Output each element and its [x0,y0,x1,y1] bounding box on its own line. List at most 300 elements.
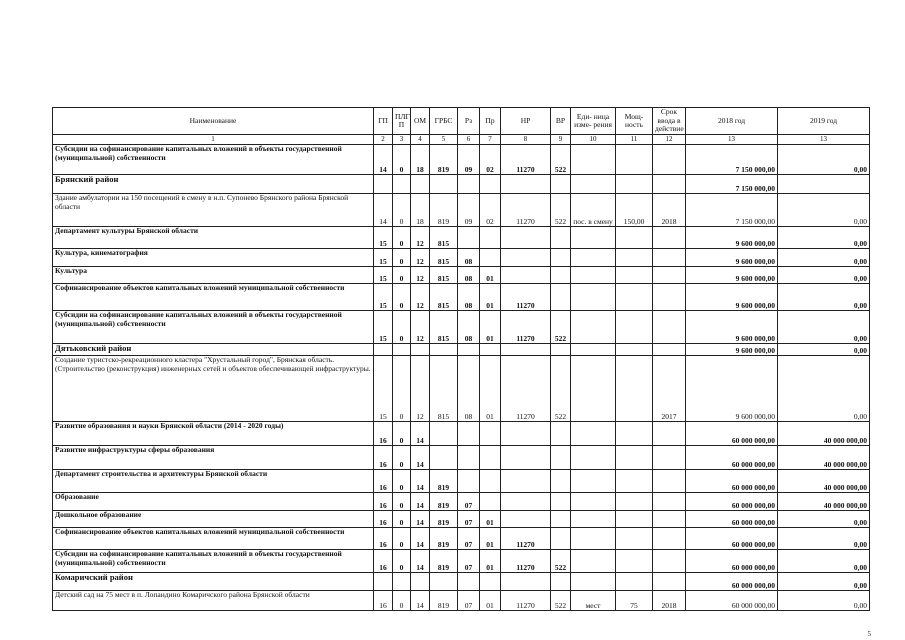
rz-cell [458,227,480,249]
amount-2019-cell: 40 000 000,00 [778,446,870,470]
pgp-cell [393,573,411,591]
unit-cell [571,528,616,550]
grbs-cell: 815 [430,267,458,284]
rz-cell: 07 [458,591,480,611]
nr-cell [501,249,551,267]
unit-cell [571,446,616,470]
amount-2018-cell: 60 000 000,00 [686,550,778,573]
capacity-cell [616,511,653,528]
grbs-cell: 819 [430,528,458,550]
header-capacity: Мощ- ность [616,108,653,135]
nr-cell [501,493,551,511]
unit-cell [571,493,616,511]
pr-cell: 01 [480,550,501,573]
grbs-cell [430,573,458,591]
table-row [53,493,870,511]
pr-cell [480,344,501,356]
table-row [53,356,870,422]
amount-2018-cell: 9 600 000,00 [686,227,778,249]
capacity-cell [616,284,653,311]
row-name: Софинансирование объектов капитальных вложений муниципальной собственности [53,528,374,550]
term-cell [653,249,686,267]
row-name: Дятьковский район [53,344,374,356]
vr-cell [551,344,571,356]
capacity-cell [616,311,653,344]
unit-cell [571,145,616,175]
pgp-cell: 0 [393,591,411,611]
grbs-cell: 819 [430,145,458,175]
unit-cell [571,470,616,493]
nr-cell [501,422,551,446]
amount-2018-cell: 60 000 000,00 [686,446,778,470]
grbs-cell: 819 [430,511,458,528]
nr-cell: 11270 [501,145,551,175]
gp-cell: 16 [374,493,393,511]
capacity-cell [616,422,653,446]
vr-cell: 522 [551,550,571,573]
capacity-cell [616,227,653,249]
gp-cell: 15 [374,227,393,249]
row-name: Субсидии на софинансирование капитальных вложений в объекты государственной (муниципальной) собственности [53,145,374,175]
om-cell: 18 [411,145,430,175]
amount-2018-cell: 9 600 000,00 [686,284,778,311]
column-number: 12 [653,135,686,145]
rz-cell [458,573,480,591]
pr-cell [480,573,501,591]
rz-cell: 08 [458,249,480,267]
budget-table [52,107,870,611]
unit-cell [571,511,616,528]
gp-cell: 15 [374,267,393,284]
capacity-cell [616,267,653,284]
grbs-cell: 815 [430,249,458,267]
table-row [53,194,870,227]
row-name: Культура, кинематография [53,249,374,267]
amount-2018-cell: 60 000 000,00 [686,493,778,511]
term-cell: 2018 [653,194,686,227]
pgp-cell: 0 [393,446,411,470]
om-cell: 14 [411,422,430,446]
column-number: 5 [430,135,458,145]
amount-2019-cell: 0,00 [778,511,870,528]
table-row [53,591,870,611]
rz-cell [458,175,480,194]
gp-cell: 16 [374,470,393,493]
rz-cell: 09 [458,145,480,175]
nr-cell: 11270 [501,284,551,311]
pgp-cell: 0 [393,227,411,249]
header-rz: Рз [458,108,480,135]
column-number: 7 [480,135,501,145]
gp-cell [374,573,393,591]
pgp-cell: 0 [393,145,411,175]
term-cell [653,145,686,175]
capacity-cell [616,356,653,422]
nr-cell: 11270 [501,550,551,573]
pr-cell [480,470,501,493]
capacity-cell [616,573,653,591]
nr-cell [501,573,551,591]
row-name: Здание амбулатории на 150 посещений в смену в н.п. Супонево Брянского района Брянской области [53,194,374,227]
rz-cell: 08 [458,267,480,284]
vr-cell: 522 [551,356,571,422]
unit-cell [571,573,616,591]
table-row [53,446,870,470]
nr-cell [501,227,551,249]
amount-2019-cell: 0,00 [778,249,870,267]
header-pgp: ПЛГ П [393,108,411,135]
amount-2018-cell: 60 000 000,00 [686,470,778,493]
term-cell: 2017 [653,356,686,422]
amount-2018-cell: 9 600 000,00 [686,311,778,344]
table-row [53,175,870,194]
vr-cell [551,284,571,311]
pgp-cell: 0 [393,356,411,422]
om-cell: 14 [411,446,430,470]
pgp-cell: 0 [393,194,411,227]
amount-2019-cell: 0,00 [778,344,870,356]
capacity-cell [616,446,653,470]
om-cell: 14 [411,528,430,550]
nr-cell: 11270 [501,356,551,422]
pr-cell: 01 [480,511,501,528]
amount-2019-cell: 40 000 000,00 [778,422,870,446]
grbs-cell [430,446,458,470]
vr-cell [551,573,571,591]
amount-2019-cell: 0,00 [778,267,870,284]
om-cell [411,344,430,356]
amount-2019-cell: 0,00 [778,356,870,422]
rz-cell [458,446,480,470]
pr-cell: 01 [480,267,501,284]
pr-cell [480,175,501,194]
pgp-cell: 0 [393,528,411,550]
om-cell: 14 [411,511,430,528]
vr-cell [551,446,571,470]
pr-cell: 01 [480,284,501,311]
pgp-cell: 0 [393,284,411,311]
row-name: Развитие инфраструктуры сферы образования [53,446,374,470]
header-pr: Пр [480,108,501,135]
amount-2018-cell: 9 600 000,00 [686,249,778,267]
om-cell: 14 [411,591,430,611]
om-cell [411,175,430,194]
grbs-cell: 819 [430,550,458,573]
row-name: Софинансирование объектов капитальных вложений муниципальной собственности [53,284,374,311]
nr-cell [501,470,551,493]
om-cell: 14 [411,493,430,511]
header-gp: ГП [374,108,393,135]
amount-2019-cell: 0,00 [778,311,870,344]
gp-cell: 14 [374,194,393,227]
pgp-cell: 0 [393,470,411,493]
gp-cell [374,175,393,194]
header-2018: 2018 год [686,108,778,135]
header-om: ОМ [411,108,430,135]
row-name: Создание туристско-рекреационного кластера "Хрустальный город", Брянская область. (Строительство (реконструкция) инженерных сетей и объектов обеспечивающей инфраструктуры. [53,356,374,422]
pr-cell [480,227,501,249]
table-row [53,249,870,267]
header-name: Наименование [53,108,374,135]
unit-cell [571,422,616,446]
capacity-cell [616,493,653,511]
gp-cell: 16 [374,528,393,550]
table-row [53,267,870,284]
gp-cell: 15 [374,284,393,311]
capacity-cell: 75 [616,591,653,611]
pr-cell: 01 [480,311,501,344]
amount-2018-cell: 60 000 000,00 [686,511,778,528]
vr-cell [551,175,571,194]
term-cell [653,528,686,550]
grbs-cell [430,344,458,356]
rz-cell: 08 [458,284,480,311]
term-cell [653,311,686,344]
capacity-cell [616,528,653,550]
nr-cell: 11270 [501,311,551,344]
gp-cell: 16 [374,550,393,573]
grbs-cell: 819 [430,493,458,511]
rz-cell [458,470,480,493]
vr-cell [551,227,571,249]
unit-cell [571,175,616,194]
amount-2018-cell: 60 000 000,00 [686,573,778,591]
amount-2019-cell: 0,00 [778,591,870,611]
term-cell [653,511,686,528]
row-name: Культура [53,267,374,284]
unit-cell [571,356,616,422]
grbs-cell: 819 [430,591,458,611]
amount-2018-cell: 7 150 000,00 [686,145,778,175]
amount-2018-cell: 9 600 000,00 [686,344,778,356]
pgp-cell: 0 [393,511,411,528]
nr-cell: 11270 [501,528,551,550]
vr-cell: 522 [551,591,571,611]
om-cell: 12 [411,227,430,249]
pr-cell: 01 [480,528,501,550]
table-row [53,145,870,175]
amount-2019-cell: 40 000 000,00 [778,470,870,493]
gp-cell: 16 [374,422,393,446]
pgp-cell: 0 [393,422,411,446]
pgp-cell: 0 [393,267,411,284]
pgp-cell: 0 [393,550,411,573]
rz-cell: 07 [458,511,480,528]
page-number: 5 [867,630,871,638]
row-name: Детский сад на 75 мест в п. Лопандино Комаричского района Брянской области [53,591,374,611]
header-vr: ВР [551,108,571,135]
header-2019: 2019 год [778,108,870,135]
gp-cell: 15 [374,249,393,267]
nr-cell [501,344,551,356]
table-row [53,528,870,550]
header-term: Срок ввода в действие [653,108,686,135]
amount-2018-cell: 60 000 000,00 [686,422,778,446]
rz-cell: 08 [458,311,480,344]
column-number: 10 [571,135,616,145]
column-number: 13 [778,135,870,145]
amount-2019-cell: 40 000 000,00 [778,493,870,511]
pr-cell: 01 [480,356,501,422]
grbs-cell: 815 [430,284,458,311]
vr-cell [551,267,571,284]
amount-2019-cell: 0,00 [778,550,870,573]
column-number: 1 [53,135,374,145]
amount-2018-cell: 9 600 000,00 [686,356,778,422]
capacity-cell [616,344,653,356]
pgp-cell [393,175,411,194]
pr-cell [480,446,501,470]
table-row [53,573,870,591]
header-row [53,108,870,135]
rz-cell [458,344,480,356]
amount-2019-cell: 0,00 [778,573,870,591]
column-number: 2 [374,135,393,145]
rz-cell: 09 [458,194,480,227]
term-cell [653,446,686,470]
gp-cell: 16 [374,591,393,611]
table-row [53,311,870,344]
gp-cell: 14 [374,145,393,175]
gp-cell: 15 [374,311,393,344]
vr-cell [551,511,571,528]
vr-cell [551,422,571,446]
gp-cell: 16 [374,511,393,528]
table-row [53,550,870,573]
capacity-cell: 150,00 [616,194,653,227]
pgp-cell: 0 [393,493,411,511]
row-name: Субсидии на софинансирование капитальных вложений в объекты государственной (муниципальной) собственности [53,311,374,344]
vr-cell [551,493,571,511]
term-cell [653,175,686,194]
unit-cell [571,550,616,573]
term-cell [653,284,686,311]
pr-cell: 02 [480,145,501,175]
table-row [53,227,870,249]
table-row [53,344,870,356]
amount-2019-cell: 0,00 [778,528,870,550]
om-cell [411,573,430,591]
capacity-cell [616,249,653,267]
vr-cell [551,528,571,550]
om-cell: 12 [411,249,430,267]
term-cell [653,344,686,356]
capacity-cell [616,550,653,573]
grbs-cell: 815 [430,311,458,344]
term-cell [653,227,686,249]
gp-cell: 16 [374,446,393,470]
row-name: Дошкольное образование [53,511,374,528]
unit-cell [571,344,616,356]
nr-cell [501,175,551,194]
column-number: 8 [501,135,551,145]
table-row [53,284,870,311]
amount-2018-cell: 9 600 000,00 [686,267,778,284]
nr-cell [501,267,551,284]
pgp-cell: 0 [393,311,411,344]
rz-cell: 07 [458,493,480,511]
unit-cell [571,249,616,267]
om-cell: 12 [411,311,430,344]
pr-cell [480,249,501,267]
table-body [53,145,870,611]
amount-2019-cell: 0,00 [778,145,870,175]
column-number: 4 [411,135,430,145]
row-name: Комаричский район [53,573,374,591]
nr-cell [501,511,551,528]
table-row [53,511,870,528]
om-cell: 12 [411,284,430,311]
om-cell: 14 [411,470,430,493]
term-cell [653,267,686,284]
pr-cell: 01 [480,591,501,611]
nr-cell [501,446,551,470]
amount-2019-cell: 0,00 [778,194,870,227]
amount-2019-cell: 0,00 [778,227,870,249]
term-cell [653,422,686,446]
unit-cell [571,311,616,344]
term-cell [653,550,686,573]
unit-cell [571,284,616,311]
row-name: Департамент строительства и архитектуры Брянской области [53,470,374,493]
row-name: Брянский район [53,175,374,194]
grbs-cell: 815 [430,356,458,422]
pr-cell [480,493,501,511]
row-name: Департамент культуры Брянской области [53,227,374,249]
grbs-cell: 819 [430,194,458,227]
capacity-cell [616,175,653,194]
unit-cell [571,267,616,284]
gp-cell [374,344,393,356]
amount-2018-cell: 7 150 000,00 [686,194,778,227]
column-number-row [53,135,870,145]
vr-cell: 522 [551,194,571,227]
term-cell [653,470,686,493]
rz-cell: 08 [458,356,480,422]
amount-2018-cell: 60 000 000,00 [686,591,778,611]
table-row [53,470,870,493]
grbs-cell: 819 [430,470,458,493]
pr-cell [480,422,501,446]
term-cell [653,573,686,591]
vr-cell [551,470,571,493]
nr-cell: 11270 [501,194,551,227]
amount-2018-cell: 7 150 000,00 [686,175,778,194]
pgp-cell: 0 [393,249,411,267]
gp-cell: 15 [374,356,393,422]
row-name: Образование [53,493,374,511]
column-number: 13 [686,135,778,145]
pgp-cell [393,344,411,356]
unit-cell: пос. в смену [571,194,616,227]
rz-cell: 07 [458,528,480,550]
column-number: 3 [393,135,411,145]
header-nr: НР [501,108,551,135]
grbs-cell [430,422,458,446]
vr-cell: 522 [551,311,571,344]
unit-cell: мест [571,591,616,611]
amount-2018-cell: 60 000 000,00 [686,528,778,550]
rz-cell: 07 [458,550,480,573]
grbs-cell: 815 [430,227,458,249]
om-cell: 14 [411,550,430,573]
capacity-cell [616,470,653,493]
nr-cell: 11270 [501,591,551,611]
grbs-cell [430,175,458,194]
om-cell: 12 [411,356,430,422]
amount-2019-cell [778,175,870,194]
header-unit: Еди- ница изме- рения [571,108,616,135]
